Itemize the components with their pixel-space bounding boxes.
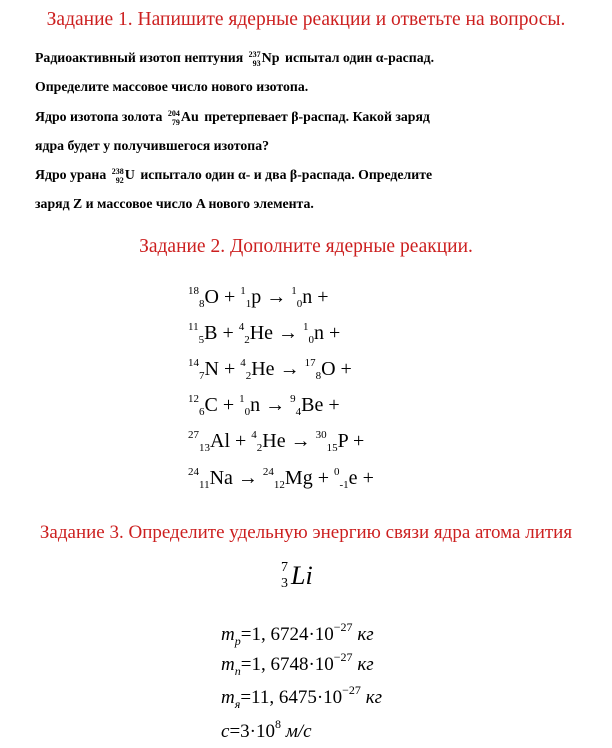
constant-formula: [221, 651, 374, 677]
lithium-nuclide: 7 3 Li: [281, 560, 313, 591]
mass-number: 1: [291, 285, 297, 297]
element-symbol: Na: [209, 467, 233, 489]
element-symbol: Be: [301, 394, 324, 416]
nuclide-term: [334, 467, 358, 489]
reaction-operator: +: [218, 358, 241, 380]
mass-number: 9: [290, 393, 296, 405]
formula-exp: 8: [274, 717, 281, 731]
mass-number: 1: [303, 321, 309, 333]
formula-exp: −27: [333, 650, 353, 664]
nuclide-term: [290, 394, 323, 416]
reaction-line: [188, 357, 352, 382]
charge-number: 2: [245, 370, 252, 382]
reaction-line: [188, 285, 329, 310]
reaction-line: [188, 429, 365, 454]
charge-number: 5: [198, 334, 205, 346]
reaction-line: [188, 393, 340, 418]
nuclide-term: [240, 358, 274, 380]
nuclide-term: [316, 430, 348, 452]
mass-number: 4: [240, 357, 246, 369]
reaction-operator: +: [217, 394, 240, 416]
nuclide-term: [239, 394, 260, 416]
nuclide-term: [188, 430, 230, 452]
nuclide-term: [188, 322, 217, 344]
element-symbol: n: [314, 322, 325, 344]
reaction-operator: +: [348, 430, 365, 452]
formula-unit: м/с: [280, 721, 312, 742]
reaction-operator: →: [260, 394, 291, 416]
charge-number: 0: [244, 406, 251, 418]
charge-number: 15: [326, 442, 338, 454]
element-symbol: O: [321, 358, 336, 380]
mass-number: 24: [188, 466, 199, 478]
element-symbol: He: [251, 358, 275, 380]
formula-mant: =3·10: [229, 721, 275, 742]
reaction-line: [188, 466, 374, 491]
constant-formula: [221, 684, 382, 710]
charge-number: 8: [199, 298, 205, 310]
formula-sub: n: [234, 664, 241, 678]
reaction-operator: →: [273, 322, 304, 344]
element-symbol: n: [250, 394, 261, 416]
element-symbol: e: [348, 467, 358, 489]
task3-heading: Задание 3. Определите удельную энергию связи ядра атома лития: [39, 522, 573, 543]
reaction-operator: +: [218, 286, 241, 308]
reaction-operator: →: [285, 430, 316, 452]
reaction-operator: +: [312, 286, 329, 308]
task1-q1-line2: Определите массовое число нового изотопа.: [35, 79, 309, 94]
charge-number: 4: [295, 406, 302, 418]
charge-number: 0: [296, 298, 303, 310]
mass-number: 1: [240, 285, 246, 297]
charge-number: 7: [199, 370, 205, 382]
charge-number: 8: [315, 370, 322, 382]
element-symbol: n: [302, 286, 313, 308]
formula-sub: p: [234, 634, 241, 648]
reaction-operator: →: [274, 358, 305, 380]
task1-q2-line1: Ядро изотопа золота 204 79 Au претерпевает β-распад. Какой заряд: [35, 109, 430, 127]
formula-mant: =11, 6475·10: [240, 687, 343, 708]
formula-exp: −27: [333, 620, 353, 634]
reaction-operator: +: [324, 322, 341, 344]
nuclide-term: [305, 358, 336, 380]
reaction-operator: +: [217, 322, 239, 344]
constant-formula: [221, 718, 312, 744]
formula-exp: −27: [342, 683, 361, 697]
mass-number: 4: [251, 429, 257, 441]
mass-number: 14: [188, 357, 199, 369]
reaction-line: [188, 321, 341, 346]
element-symbol: He: [249, 322, 274, 344]
charge-number: 1: [245, 298, 252, 310]
reaction-operator: +: [335, 358, 352, 380]
mass-number: 24: [262, 466, 274, 478]
reaction-operator: +: [357, 467, 374, 489]
uranium-nuclide: 238 92 U: [111, 167, 135, 185]
mass-number: 18: [188, 285, 199, 297]
task1-q3-line2: заряд Z и массовое число A нового элемента.: [35, 196, 314, 211]
task1-q1-line1: Радиоактивный изотоп нептуния 237 93 Np испытал один α-распад.: [35, 50, 435, 68]
mass-number: 30: [315, 429, 327, 441]
nuclide-term: [188, 358, 219, 380]
mass-number: 12: [188, 393, 199, 405]
nuclide-term: [240, 286, 261, 308]
mass-number: 17: [304, 357, 316, 369]
charge-number: 0: [308, 334, 315, 346]
mass-number: 27: [188, 429, 199, 441]
nuclide-term: [263, 467, 313, 489]
neptunium-nuclide: 237 93 Np: [248, 50, 280, 68]
formula-unit: кг: [360, 687, 382, 708]
charge-number: 13: [199, 442, 210, 454]
reaction-operator: →: [232, 467, 263, 489]
formula-sym: c: [221, 721, 230, 742]
formula-sym: m: [221, 654, 235, 675]
element-symbol: P: [337, 430, 348, 452]
formula-sub: я: [234, 697, 241, 711]
charge-number: -1: [339, 479, 349, 491]
gold-nuclide: 204 79 Au: [167, 109, 199, 127]
task1-q2-line2: ядра будет у получившегося изотопа?: [35, 138, 270, 153]
element-symbol: N: [204, 358, 219, 380]
reaction-operator: +: [230, 430, 252, 452]
reaction-operator: →: [261, 286, 292, 308]
charge-number: 12: [273, 479, 285, 491]
constant-formula: [221, 621, 374, 647]
formula-sym: m: [221, 624, 235, 645]
charge-number: 2: [256, 442, 263, 454]
nuclide-term: [291, 286, 312, 308]
formula-sym: m: [221, 687, 235, 708]
element-symbol: C: [204, 394, 218, 416]
task1-q3-line1: Ядро урана 238 92 U испытало один α- и два β-распада. Определите: [35, 167, 433, 185]
nuclide-term: [239, 322, 273, 344]
charge-number: 11: [199, 479, 210, 491]
element-symbol: O: [204, 286, 219, 308]
element-symbol: He: [262, 430, 286, 452]
charge-number: 6: [199, 406, 205, 418]
formula-unit: кг: [352, 624, 374, 645]
charge-number: 2: [244, 334, 250, 346]
nuclide-term: [188, 286, 219, 308]
mass-number: 1: [239, 393, 245, 405]
reaction-operator: +: [323, 394, 340, 416]
element-symbol: p: [251, 286, 262, 308]
mass-number: 11: [188, 321, 199, 333]
element-symbol: B: [204, 322, 218, 344]
task2-heading: Задание 2. Дополните ядерные реакции.: [139, 236, 473, 257]
task1-heading: Задание 1. Напишите ядерные реакции и ответьте на вопросы.: [46, 9, 566, 30]
formula-mant: =1, 6724·10: [240, 624, 334, 645]
reaction-operator: +: [312, 467, 334, 489]
formula-unit: кг: [352, 654, 374, 675]
nuclide-term: [251, 430, 285, 452]
mass-number: 0: [334, 466, 340, 478]
nuclide-term: [188, 467, 233, 489]
nuclide-term: [188, 394, 218, 416]
nuclide-term: [303, 322, 324, 344]
element-symbol: Mg: [284, 467, 313, 489]
mass-number: 4: [238, 321, 245, 333]
formula-mant: =1, 6748·10: [240, 654, 334, 675]
element-symbol: Al: [210, 430, 230, 452]
